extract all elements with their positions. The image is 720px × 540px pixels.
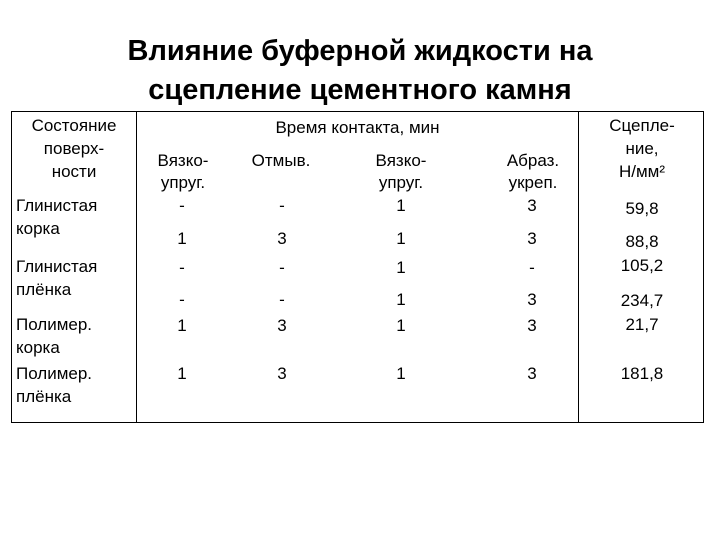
cell-r1-c2: - [279,196,285,215]
state-header-line-2: поверх- [43,139,105,158]
state-header-line-1: Состояние [31,116,117,135]
title-line-2: сцепление цементного камня [148,74,572,106]
cell-r4-c1: - [179,290,185,309]
column-divider-left [136,111,137,423]
adhesion-header-line-2: ние, [625,139,659,158]
cell-r2-c2: 3 [277,229,287,248]
state-label-4-line-1: Полимер. [16,364,93,383]
adhesion-header-line-1: Сцепле- [609,116,675,135]
subheader-3-line-2: упруг. [378,173,424,192]
state-label-2-line-2: плёнка [16,280,72,299]
subheader-1-line-2: упруг. [160,173,206,192]
cell-r3-c4: - [529,258,535,277]
adhesion-value-4: 234,7 [620,291,664,310]
cell-r1-c3: 1 [396,196,406,215]
state-label-3-line-1: Полимер. [16,315,93,334]
subheader-4-line-2: укреп. [508,173,558,192]
adhesion-value-1: 59,8 [625,199,659,218]
cell-r1-c4: 3 [527,196,537,215]
cell-r5-c4: 3 [527,316,537,335]
state-label-3-line-2: корка [16,338,60,357]
state-label-1-line-2: корка [16,219,60,238]
cell-r2-c4: 3 [527,229,537,248]
cell-r4-c3: 1 [396,290,406,309]
cell-r3-c2: - [279,258,285,277]
state-label-2-line-1: Глинистая [16,257,98,276]
adhesion-value-6: 181,8 [620,364,664,383]
cell-r4-c2: - [279,290,285,309]
slide-title [0,32,720,110]
cell-r1-c1: - [179,196,185,215]
title-line-1: Влияние буферной жидкости на [127,35,593,67]
adhesion-value-3: 105,2 [620,256,664,275]
cell-r5-c2: 3 [277,316,287,335]
cell-r3-c3: 1 [396,258,406,277]
subheader-4-line-1: Абраз. [506,151,560,170]
column-divider-right [578,111,579,423]
adhesion-value-2: 88,8 [625,232,659,251]
state-label-1-line-1: Глинистая [16,196,98,215]
adhesion-value-5: 21,7 [625,315,659,334]
state-label-4-line-2: плёнка [16,387,72,406]
cell-r6-c2: 3 [277,364,287,383]
cell-r3-c1: - [179,258,185,277]
cell-r4-c4: 3 [527,290,537,309]
adhesion-header-line-3: Н/мм² [618,162,666,181]
cell-r6-c4: 3 [527,364,537,383]
state-header-line-3: ности [51,162,97,181]
cell-r2-c1: 1 [177,229,187,248]
cell-r6-c3: 1 [396,364,406,383]
cell-r5-c1: 1 [177,316,187,335]
cell-r6-c1: 1 [177,364,187,383]
subheader-1-line-1: Вязко- [157,151,209,170]
cell-r2-c3: 1 [396,229,406,248]
cell-r5-c3: 1 [396,316,406,335]
time-header: Время контакта, мин [275,118,440,137]
subheader-3-line-1: Вязко- [375,151,427,170]
subheader-2: Отмыв. [251,151,311,170]
